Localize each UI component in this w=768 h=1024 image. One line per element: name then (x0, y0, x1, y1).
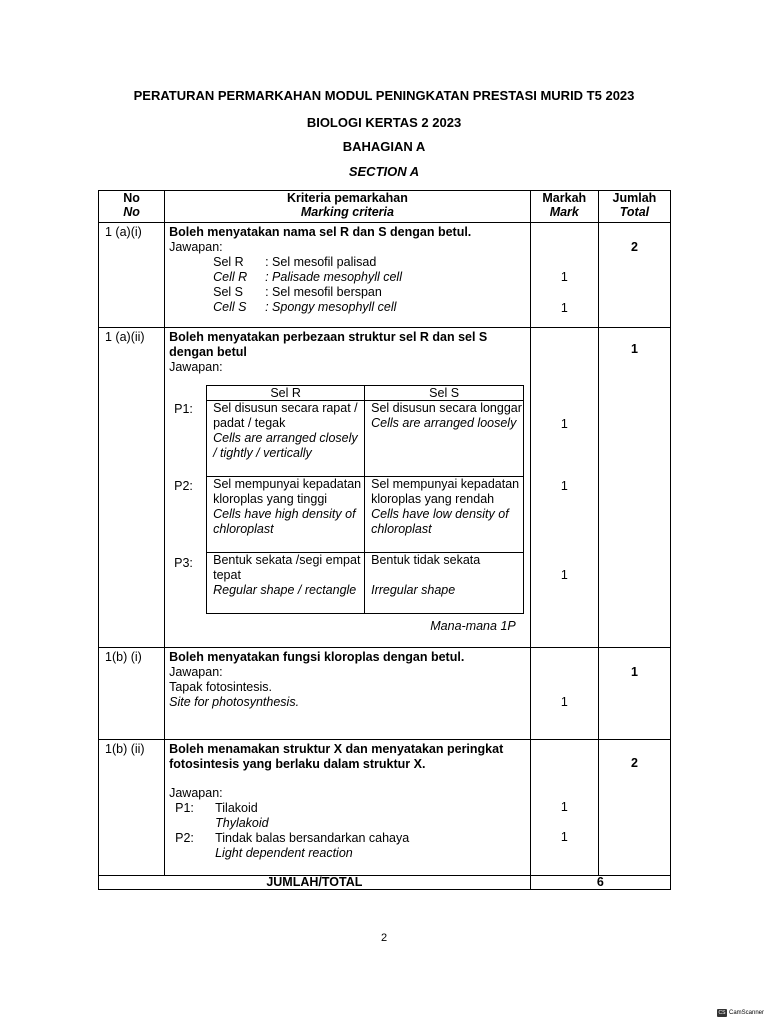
criteria-cell: Boleh menamakan struktur X dan menyatakan peringkat fotosintesis yang berlaku dalam struktur X. Jawapan: P1: Tilakoid Thylakoid P2: Tindak balas bersandarkan cahaya Light dependent reaction (165, 740, 531, 876)
total-cell: 2 (598, 740, 670, 876)
header-total: Jumlah Total (598, 191, 670, 223)
comparison-row-p3: Bentuk sekata /segi empat tepat Regular shape / rectangle Bentuk tidak sekata Irregular shape (207, 553, 524, 614)
scanner-logo-icon: CS (718, 1010, 726, 1016)
grand-total-value: 6 (530, 876, 670, 890)
criteria-cell: Boleh menyatakan perbezaan struktur sel R dan sel S dengan betul Jawapan: Sel R Sel S Sel disusun secara rapat / padat / tegak Cells are arranged closely / tightly / vertically Sel disusun secara longgar Cells are arranged loosely Sel mempunyai kepadatan kloroplas yang tinggi Cells have high density of chloroplast Sel mempunyai kepadatan kloroplas yang rendah Cells have low density of chloroplast Bentuk sekata /segi empat tepat Regular shape / rectangle Bentuk tidak sekata Irregular shape P1: P2: P3: Mana-mana 1P (165, 328, 531, 648)
question-number: 1(b) (i) (99, 648, 165, 740)
comparison-row-p2: Sel mempunyai kepadatan kloroplas yang tinggi Cells have high density of chloroplast Sel mempunyai kepadatan kloroplas yang rendah Cells have low density of chloroplast (207, 477, 524, 553)
header-mark: Markah Mark (530, 191, 598, 223)
comparison-row-p1: Sel disusun secara rapat / padat / tegak Cells are arranged closely / tightly / vertically Sel disusun secara longgar Cells are arranged loosely (207, 401, 524, 477)
point-label-p3: P3: (174, 556, 193, 570)
criteria-cell: Boleh menyatakan fungsi kloroplas dengan betul. Jawapan: Tapak fotosintesis. Site for photosynthesis. (165, 648, 531, 740)
criteria-cell: Boleh menyatakan nama sel R dan S dengan betul. Jawapan: Sel R : Sel mesofil palisad Cell R : Palisade mesophyll cell Sel S : Sel mesofil berspan Cell S : Spongy mesophyll cell (165, 223, 531, 328)
document-title: PERATURAN PERMARKAHAN MODUL PENINGKATAN PRESTASI MURID T5 2023 (133, 88, 635, 103)
table-header-row (99, 191, 671, 223)
marking-scheme-table (98, 190, 671, 890)
table-row (99, 223, 671, 328)
total-cell: 1 (598, 328, 670, 648)
header-no: No No (99, 191, 165, 223)
mark-cell: 1 1 (530, 223, 598, 328)
scanner-watermark: CS CamScanner (718, 1010, 764, 1016)
point-label-p2: P2: (174, 479, 193, 493)
document-subtitle: BIOLOGI KERTAS 2 2023 (306, 115, 462, 130)
grand-total-row (99, 876, 671, 890)
table-row (99, 740, 671, 876)
grand-total-label: JUMLAH/TOTAL (99, 876, 531, 890)
page-number: 2 (380, 932, 388, 944)
question-number: 1 (a)(i) (99, 223, 165, 328)
section-heading-en: SECTION A (348, 164, 420, 179)
point-label-p1: P1: (174, 402, 193, 416)
question-number: 1(b) (ii) (99, 740, 165, 876)
mark-cell: 1 (530, 648, 598, 740)
question-number: 1 (a)(ii) (99, 328, 165, 648)
total-cell: 1 (598, 648, 670, 740)
section-heading-ms: BAHAGIAN A (342, 139, 426, 154)
mark-cell: 1 1 1 (530, 328, 598, 648)
header-criteria: Kriteria pemarkahan Marking criteria (165, 191, 531, 223)
total-cell: 2 (598, 223, 670, 328)
any-one-note: Mana-mana 1P (430, 619, 516, 633)
mark-cell: 1 1 (530, 740, 598, 876)
table-row (99, 648, 671, 740)
table-row (99, 328, 671, 648)
comparison-table: Sel R Sel S Sel disusun secara rapat / padat / tegak Cells are arranged closely / tightly / vertically Sel disusun secara longgar Cells are arranged loosely Sel mempunyai kepadatan kloroplas yang tinggi Cells have high density of chloroplast Sel mempunyai kepadatan kloroplas yang rendah Cells have low density of chloroplast Bentuk sekata /segi empat tepat Regular shape / rectangle Bentuk tidak sekata Irregular shape (206, 385, 524, 614)
